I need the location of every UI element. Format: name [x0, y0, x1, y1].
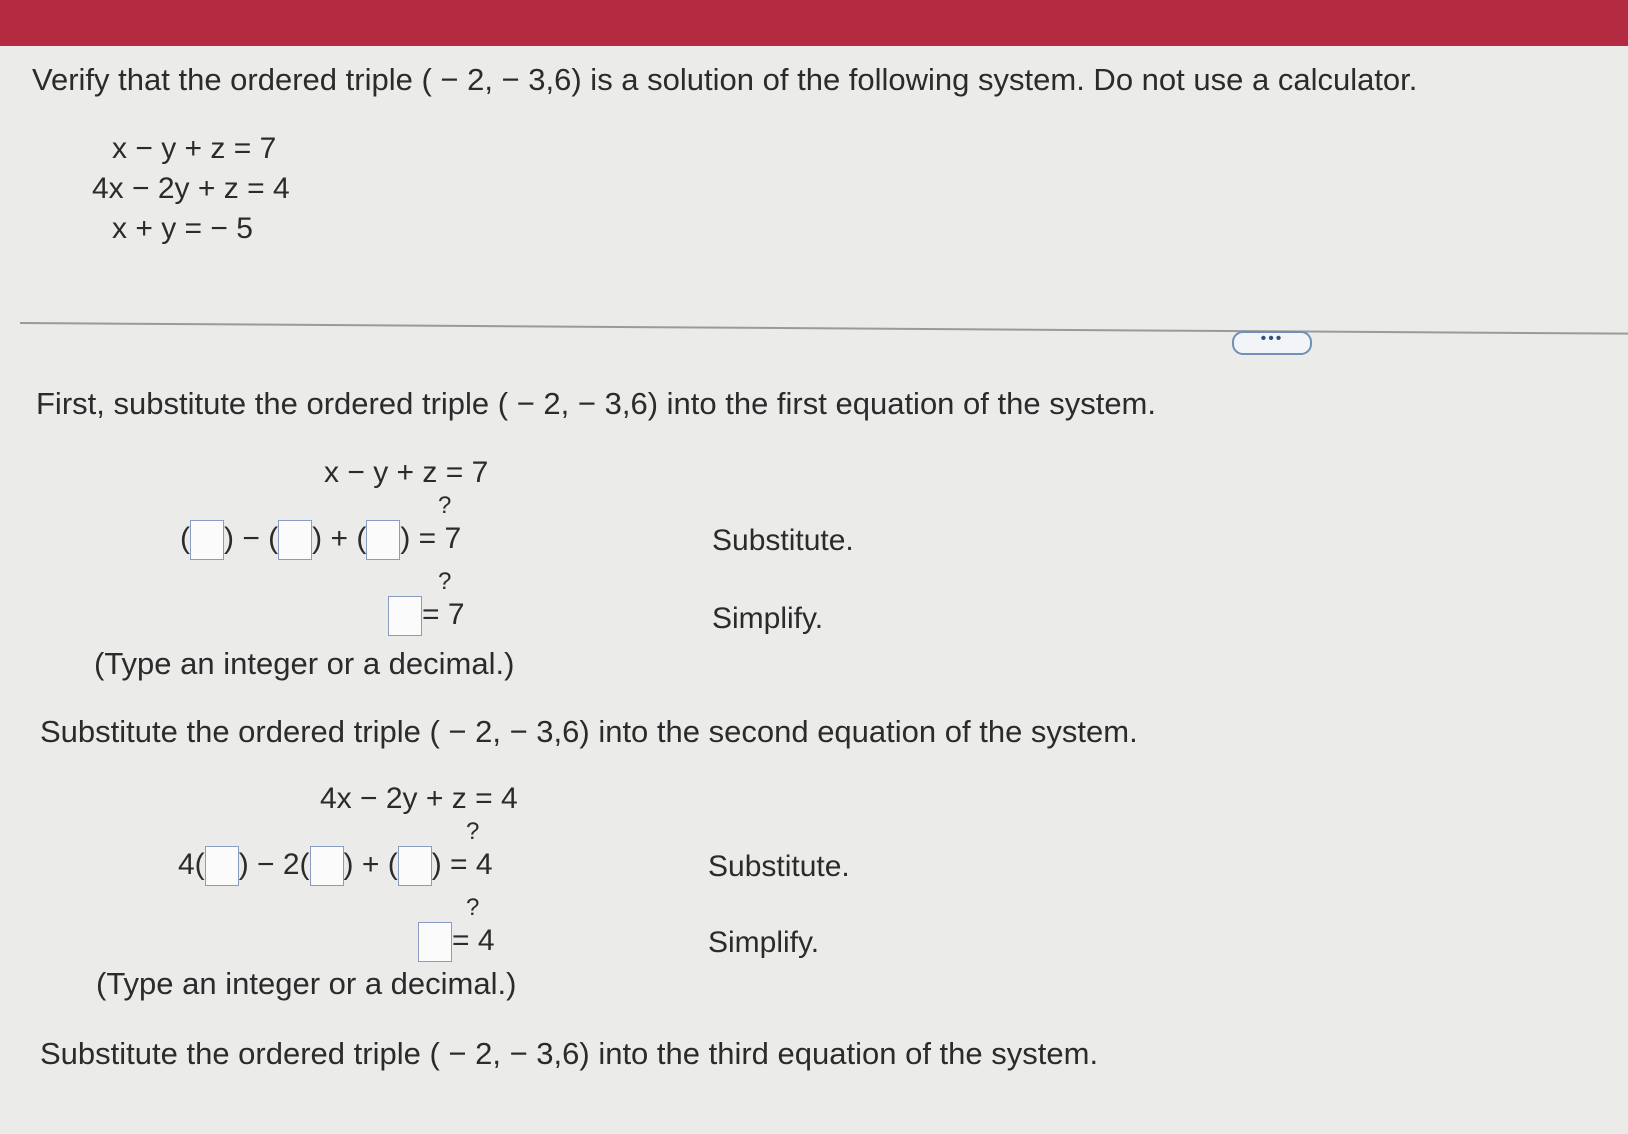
operator: ) + ( — [312, 521, 367, 555]
part2-z-input[interactable] — [398, 846, 432, 886]
section-divider — [20, 322, 1628, 335]
part2-equation: 4x − 2y + z = 4 — [320, 782, 518, 815]
more-options-button[interactable]: ••• — [1232, 331, 1312, 355]
part1-y-input[interactable] — [278, 520, 312, 560]
system-equation-1: x − y + z = 7 — [112, 132, 277, 165]
part2-substitute-question-mark: ? — [466, 818, 480, 845]
part1-substitute-question-mark: ? — [438, 492, 452, 519]
equals-target: = 7 — [422, 597, 465, 631]
part2-step-substitute: Substitute. — [708, 850, 850, 883]
part2-instruction: Substitute the ordered triple ( − 2, − 3,6) into the second equation of the system. — [40, 714, 1138, 749]
part1-instruction: First, substitute the ordered triple ( − 2, − 3,6) into the first equation of the system. — [36, 386, 1156, 421]
part1-simplify-row — [388, 596, 465, 636]
paren-open: ( — [180, 521, 190, 555]
part2-simplify-row — [418, 922, 495, 962]
system-equation-3: x + y = − 5 — [112, 212, 253, 245]
equals-target: = 4 — [452, 923, 495, 957]
system-equation-2: 4x − 2y + z = 4 — [92, 172, 290, 205]
operator: ) − ( — [224, 521, 279, 555]
top-header-bar — [0, 0, 1628, 46]
part1-result-input[interactable] — [388, 596, 422, 636]
part1-step-simplify: Simplify. — [712, 602, 824, 635]
part2-simplify-question-mark: ? — [466, 894, 480, 921]
coefficient: 4( — [178, 847, 205, 881]
part2-y-input[interactable] — [310, 846, 344, 886]
part1-z-input[interactable] — [366, 520, 400, 560]
part2-step-simplify: Simplify. — [708, 926, 820, 959]
operator: ) + ( — [343, 847, 398, 881]
part1-simplify-question-mark: ? — [438, 568, 452, 595]
question-text: Verify that the ordered triple ( − 2, − 3,6) is a solution of the following system. Do not use a calculator. — [32, 62, 1418, 97]
operator: ) − 2( — [238, 847, 310, 881]
part2-x-input[interactable] — [205, 846, 239, 886]
part1-equation: x − y + z = 7 — [324, 456, 489, 489]
part3-instruction: Substitute the ordered triple ( − 2, − 3,6) into the third equation of the system. — [40, 1036, 1099, 1071]
part2-result-input[interactable] — [418, 922, 452, 962]
part1-substitute-row — [180, 520, 461, 560]
part2-hint: (Type an integer or a decimal.) — [96, 966, 517, 1001]
part1-hint: (Type an integer or a decimal.) — [94, 646, 515, 681]
equals-target: ) = 4 — [431, 847, 493, 881]
part1-x-input[interactable] — [190, 520, 224, 560]
part2-substitute-row — [178, 846, 493, 886]
part1-step-substitute: Substitute. — [712, 524, 854, 557]
equals-target: ) = 7 — [400, 521, 462, 555]
